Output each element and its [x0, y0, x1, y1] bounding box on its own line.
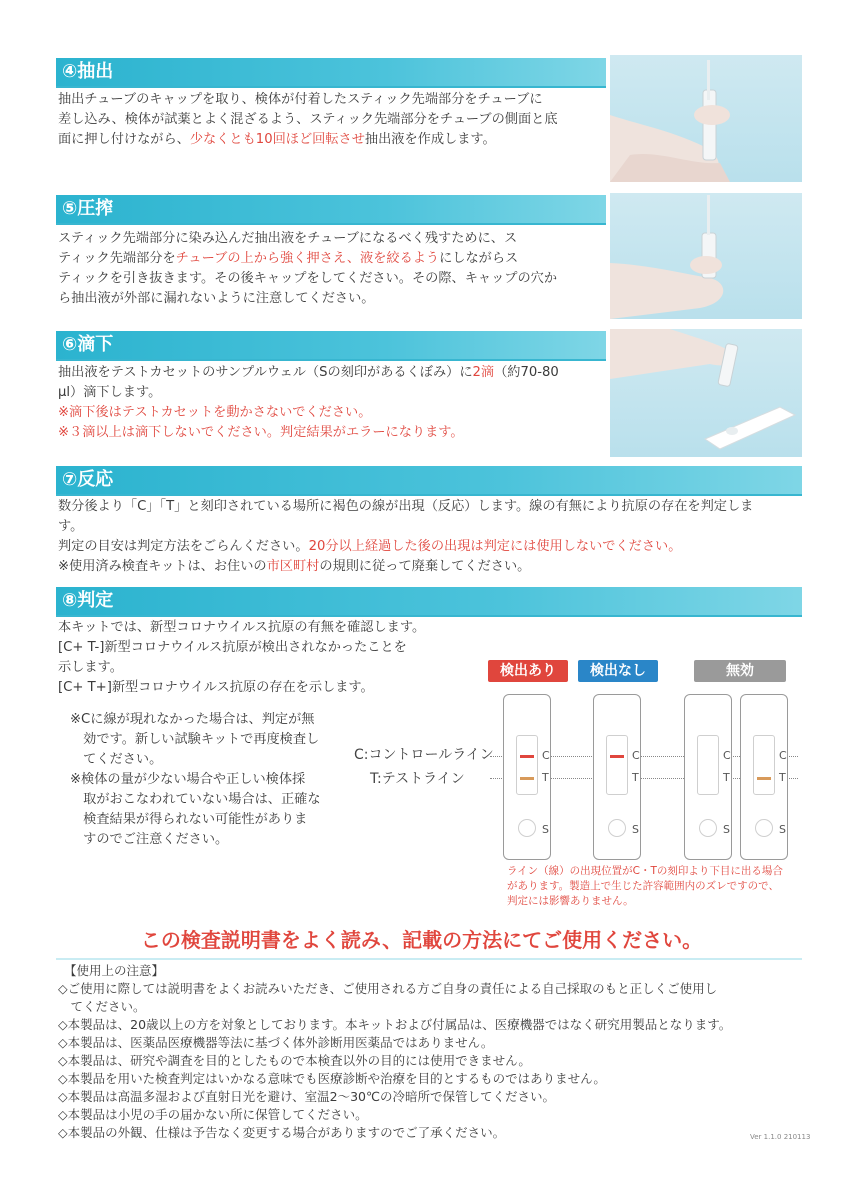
text-line [58, 403, 608, 423]
step5-photo [610, 193, 802, 319]
step7-title: ⑦反応 [62, 469, 114, 490]
text-line [58, 363, 608, 383]
body-text: 本キットでは、新型コロナウイルス抗原の有無を確認します。 [58, 620, 426, 635]
body-text: 示します。 [58, 660, 123, 675]
result-window [753, 735, 775, 795]
text-line [70, 710, 350, 730]
cassette-positive [503, 694, 551, 860]
text-line [70, 830, 350, 850]
cassette-invalid-1 [684, 694, 732, 860]
caution-item: ◇本製品は小児の手の届かない所に保管してください。 [58, 1107, 368, 1122]
text-line [70, 730, 350, 750]
text-line [58, 557, 808, 577]
mark-c: C [542, 749, 550, 762]
result-window [516, 735, 538, 795]
drop-cassette-illustration [610, 329, 802, 457]
body-text: てください。 [70, 752, 163, 767]
step4-title: ④抽出 [62, 61, 114, 82]
text-line [58, 383, 608, 403]
footnote-line: があります。製造上で生じた許容範囲内のズレですので、 [507, 880, 779, 892]
step6-title: ⑥滴下 [62, 334, 114, 355]
body-text: 抽出チューブのキャップを取り、検体が付着したスティック先端部分をチューブに [58, 92, 543, 107]
emphasis-text: 少なくとも10回ほど回転させ [189, 132, 365, 147]
emphasis-text: ※滴下後はテストカセットを動かさないでください。 [58, 405, 372, 420]
text-line [58, 110, 608, 130]
step8-notes [70, 710, 350, 850]
test-line-label: T:テストライン [370, 771, 465, 787]
caution-title: 【使用上の注意】 [64, 963, 165, 978]
line-position-footnote [507, 864, 783, 909]
step6-header [56, 331, 606, 359]
mark-t: T [723, 771, 730, 784]
mark-s: S [632, 823, 639, 836]
body-text: （約70-80 [494, 365, 559, 380]
caution-item: てください。 [58, 999, 146, 1014]
text-line [58, 678, 478, 698]
test-line [757, 777, 771, 780]
body-text: ティック先端部分を [58, 251, 176, 266]
caution-box [58, 962, 818, 1142]
body-text: すのでご注意ください。 [70, 832, 229, 847]
body-text: ※Cに線が現れなかった場合は、判定が無 [70, 712, 315, 727]
caution-item: ◇本製品は高温多湿および直射日光を避け、室温2〜30℃の冷暗所で保管してください。 [58, 1089, 556, 1104]
step5-header [56, 195, 606, 223]
caution-item: ◇本製品は、医薬品医療機器等法に基づく体外診断用医薬品ではありません。 [58, 1035, 494, 1050]
banner-divider [56, 958, 802, 960]
hand-tube-illustration [610, 55, 802, 182]
sample-well [518, 819, 536, 837]
text-line [58, 517, 808, 537]
body-text: 抽出液を作成します。 [364, 132, 496, 147]
text-line [58, 638, 478, 658]
badge-negative: 検出なし [578, 660, 658, 682]
mark-s: S [723, 823, 730, 836]
mark-c: C [779, 749, 787, 762]
emphasis-text: 20分以上経過した後の出現は判定には使用しないでください。 [308, 539, 682, 554]
step4-header [56, 58, 606, 86]
text-line [58, 249, 608, 269]
step6-text [58, 363, 608, 443]
text-line [58, 537, 808, 557]
control-line [610, 755, 624, 758]
step7-header [56, 466, 802, 494]
body-text: [C+ T+]新型コロナウイルス抗原の存在を示します。 [58, 680, 374, 695]
text-line [58, 229, 608, 249]
badge-positive: 検出あり [488, 660, 568, 682]
body-text: ら抽出液が外部に漏れないように注意してください。 [58, 291, 375, 306]
text-line [70, 770, 350, 790]
body-text: 数分後より「C」「T」と刻印されている場所に褐色の線が出現（反応）します。線の有無により抗原の存在を判定しま [58, 499, 754, 514]
text-line [58, 269, 608, 289]
caution-item: ◇本製品の外観、仕様は予告なく変更する場合がありますのでご了承ください。 [58, 1125, 506, 1140]
step7-text [58, 497, 808, 577]
footnote-line: 判定には影響ありません。 [507, 895, 634, 907]
cassette-invalid-2 [740, 694, 788, 860]
text-line [70, 790, 350, 810]
mark-t: T [779, 771, 786, 784]
step5-title: ⑤圧搾 [62, 198, 114, 219]
body-text: にしながらス [439, 251, 519, 266]
body-text: ※使用済み検査キットは、お住いの [58, 559, 267, 574]
step6-photo [610, 329, 802, 457]
body-text: 判定の目安は判定方法をごらんください。 [58, 539, 309, 554]
body-text: 面に押し付けながら、 [58, 132, 190, 147]
emphasis-text: ※３滴以上は滴下しないでください。判定結果がエラーになります。 [58, 425, 464, 440]
caution-item: ◇本製品は、20歳以上の方を対象としております。本キットおよび付属品は、医療機器ではなく研究用製品となります。 [58, 1017, 732, 1032]
caution-item: ◇ご使用に際しては説明書をよくお読みいただき、ご使用される方ご自身の責任による自己採取のもと正しくご使用し [58, 981, 718, 996]
mark-c: C [632, 749, 640, 762]
text-line [58, 289, 608, 309]
emphasis-text: 2滴 [472, 365, 495, 380]
sample-well [699, 819, 717, 837]
text-line [58, 497, 808, 517]
body-text: す。 [58, 519, 84, 534]
body-text: 抽出液をテストカセットのサンプルウェル（Sの刻印があるくぼみ）に [58, 365, 473, 380]
sample-well [755, 819, 773, 837]
text-line [58, 130, 608, 150]
read-instructions-banner: この検査説明書をよく読み、記載の方法にてご使用ください。 [140, 928, 703, 952]
body-text: 差し込み、検体が試薬とよく混ざるよう、スティック先端部分をチューブの側面と底 [58, 112, 558, 127]
text-line [70, 750, 350, 770]
result-window [697, 735, 719, 795]
mark-s: S [779, 823, 786, 836]
mark-c: C [723, 749, 731, 762]
test-line [520, 777, 534, 780]
control-line [520, 755, 534, 758]
text-line [58, 90, 608, 110]
caution-item: ◇本製品は、研究や調査を目的としたもので本検査以外の目的には使用できません。 [58, 1053, 531, 1068]
badge-invalid: 無効 [694, 660, 786, 682]
text-line [58, 618, 478, 638]
mark-t: T [632, 771, 639, 784]
caution-item: ◇本製品を用いた検査判定はいかなる意味でも医療診断や治療を目的とするものではありません。 [58, 1071, 606, 1086]
emphasis-text: チューブの上から強く押さえ、液を絞るよう [175, 251, 440, 266]
body-text: [C+ T-]新型コロナウイルス抗原が検出されなかったことを [58, 640, 407, 655]
version-label: Ver 1.1.0 210113 [750, 1133, 811, 1141]
step4-text [58, 90, 608, 150]
squeeze-tube-illustration [610, 193, 802, 319]
body-text: 検査結果が得られない可能性がありま [70, 812, 308, 827]
step8-title: ⑧判定 [62, 590, 114, 611]
caution-list [58, 980, 818, 1142]
cassette-negative [593, 694, 641, 860]
control-line-label: C:コントロールライン [354, 747, 494, 763]
step8-header [56, 587, 802, 615]
mark-t: T [542, 771, 549, 784]
body-text: μl）滴下します。 [58, 385, 162, 400]
text-line [70, 810, 350, 830]
step8-text [58, 618, 478, 698]
body-text: スティック先端部分に染み込んだ抽出液をチューブになるべく残すために、ス [58, 231, 518, 246]
step4-photo [610, 55, 802, 182]
body-text: の規則に従って廃棄してください。 [319, 559, 531, 574]
body-text: 効です。新しい試験キットで再度検査し [70, 732, 320, 747]
mark-s: S [542, 823, 549, 836]
sample-well [608, 819, 626, 837]
footnote-line: ライン（線）の出現位置がC・Tの刻印より下目に出る場合 [507, 865, 783, 877]
body-text: ※検体の量が少ない場合や正しい検体採 [70, 772, 306, 787]
result-window [606, 735, 628, 795]
body-text: ティックを引き抜きます。その後キャップをしてください。その際、キャップの穴か [58, 271, 558, 286]
text-line [58, 423, 608, 443]
step5-text [58, 229, 608, 309]
body-text: 取がおこなわれていない場合は、正確な [70, 792, 321, 807]
emphasis-text: 市区町村 [266, 559, 320, 574]
text-line [58, 658, 478, 678]
